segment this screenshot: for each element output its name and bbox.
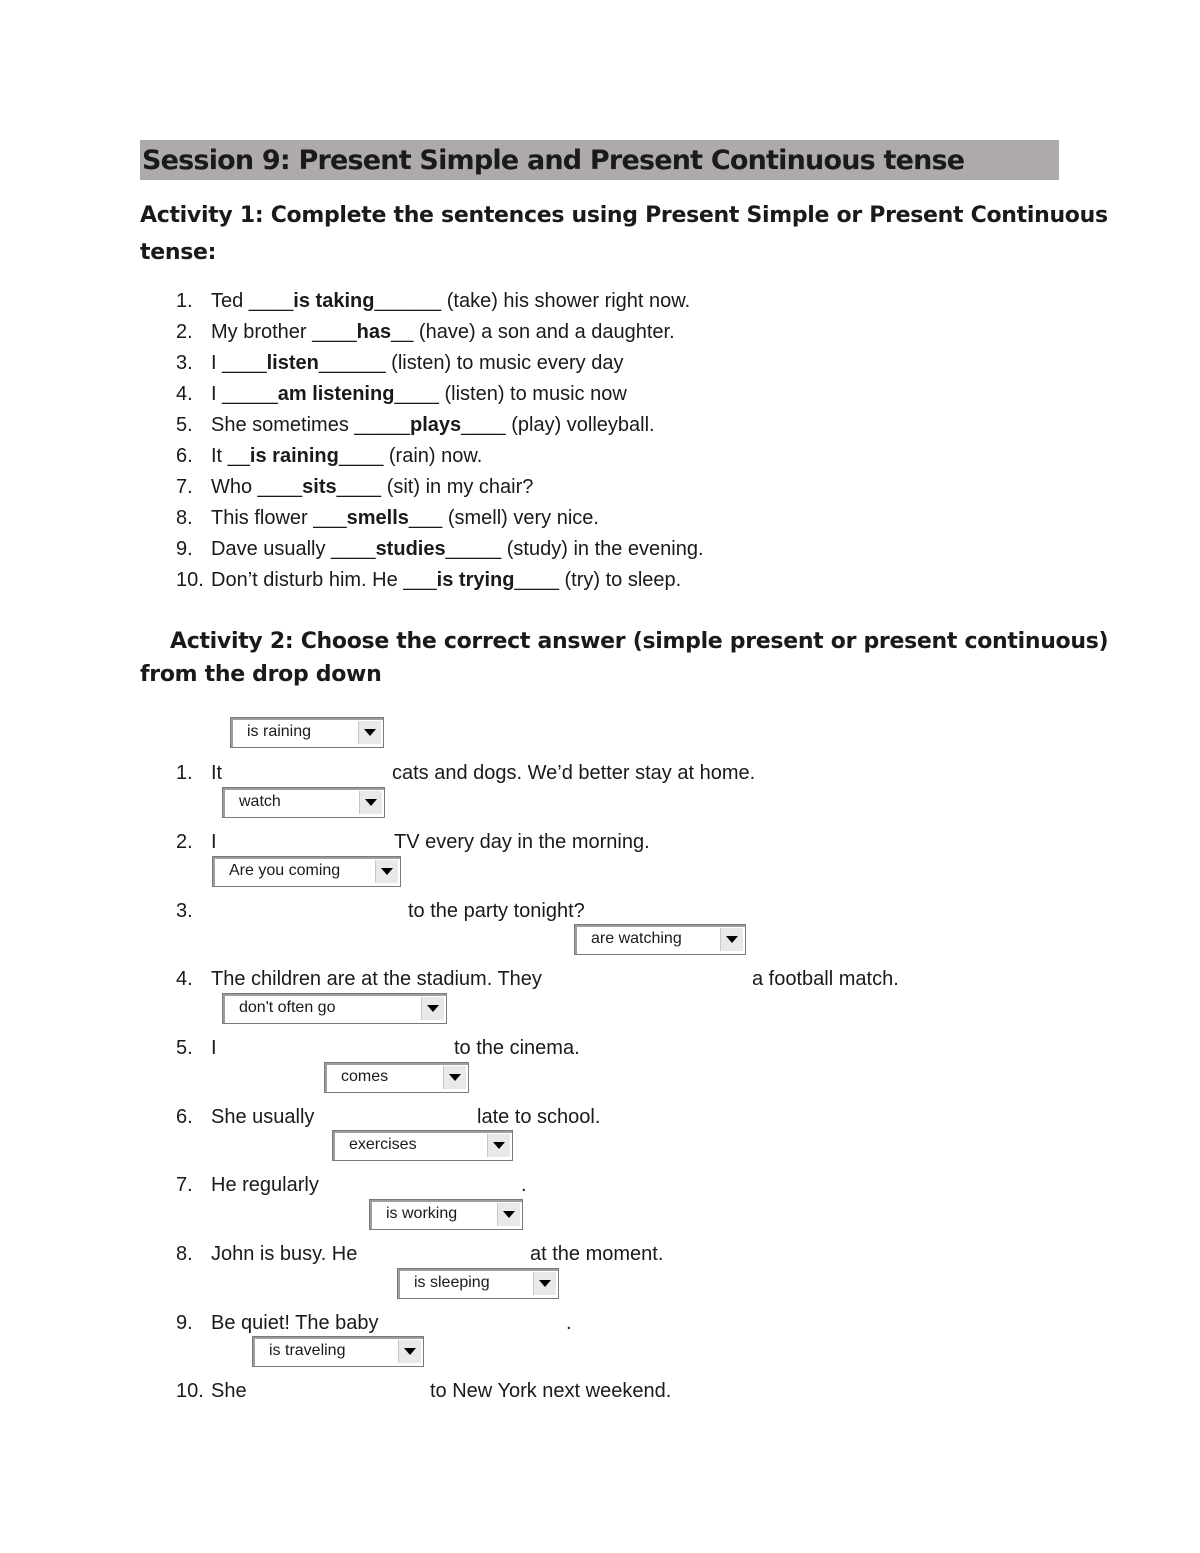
exercise2-item-end: .: [521, 1174, 527, 1196]
chevron-down-icon[interactable]: [421, 997, 444, 1020]
activity1-heading-cont: tense:: [140, 240, 217, 265]
exercise2-item: 9. Be quiet! The baby: [176, 1312, 379, 1334]
answer-dropdown[interactable]: comes: [324, 1062, 469, 1093]
page-title: Session 9: Present Simple and Present Continuous tense: [142, 145, 965, 176]
exercise2-item-end: to the party tonight?: [408, 900, 585, 922]
exercise2-item-end: cats and dogs. We’d better stay at home.: [392, 762, 756, 784]
exercise1-item: 8. This flower ___smells___ (smell) very nice.: [176, 507, 599, 529]
answer-dropdown[interactable]: is raining: [230, 717, 384, 748]
exercise2-item-end: late to school.: [477, 1106, 601, 1128]
answer-dropdown[interactable]: are watching: [574, 924, 746, 955]
exercise1-item: 4. I _____am listening____ (listen) to music now: [176, 383, 627, 405]
exercise1-item: 1. Ted ____is taking______ (take) his shower right now.: [176, 290, 691, 312]
activity2-heading-cont: from the drop down: [140, 662, 382, 687]
chevron-down-icon[interactable]: [398, 1340, 421, 1363]
answer-dropdown[interactable]: don't often go: [222, 993, 447, 1024]
exercise2-item-end: a football match.: [752, 968, 899, 990]
exercise2-item: 10. She: [176, 1380, 247, 1402]
exercise2-item-end: to the cinema.: [454, 1037, 580, 1059]
exercise2-item-end: .: [566, 1312, 572, 1334]
exercise2-item: 6. She usually: [176, 1106, 315, 1128]
exercise1-item: 9. Dave usually ____studies_____ (study) in the evening.: [176, 538, 704, 560]
answer-dropdown[interactable]: Are you coming: [212, 856, 401, 887]
exercise2-item: 3.: [176, 900, 193, 922]
exercise2-item: 7. He regularly: [176, 1174, 319, 1196]
exercise1-item: 10. Don’t disturb him. He ___is trying____ (try) to sleep.: [176, 569, 682, 591]
activity2-heading: Activity 2: Choose the correct answer (simple present or present continuous): [170, 629, 1109, 654]
exercise2-item: 5. I: [176, 1037, 217, 1059]
chevron-down-icon[interactable]: [533, 1272, 556, 1295]
exercise2-item: 1. It: [176, 762, 223, 784]
exercise1-item: 7. Who ____sits____ (sit) in my chair?: [176, 476, 534, 498]
answer-dropdown[interactable]: is traveling: [252, 1336, 424, 1367]
exercise1-item: 6. It __is raining____ (rain) now.: [176, 445, 483, 467]
activity1-heading: Activity 1: Complete the sentences using Present Simple or Present Continuous: [140, 203, 1108, 228]
answer-dropdown[interactable]: watch: [222, 787, 385, 818]
exercise2-item: 2. I: [176, 831, 217, 853]
exercise2-item-end: at the moment.: [530, 1243, 664, 1265]
answer-dropdown[interactable]: exercises: [332, 1130, 513, 1161]
exercise2-item-end: TV every day in the morning.: [394, 831, 650, 853]
answer-dropdown[interactable]: is sleeping: [397, 1268, 559, 1299]
chevron-down-icon[interactable]: [359, 791, 382, 814]
chevron-down-icon[interactable]: [497, 1203, 520, 1226]
exercise2-item-end: to New York next weekend.: [430, 1380, 672, 1402]
answer-dropdown[interactable]: is working: [369, 1199, 523, 1230]
exercise1-item: 5. She sometimes _____plays____ (play) volleyball.: [176, 414, 655, 436]
chevron-down-icon[interactable]: [375, 860, 398, 883]
chevron-down-icon[interactable]: [443, 1066, 466, 1089]
exercise1-item: 2. My brother ____has__ (have) a son and a daughter.: [176, 321, 675, 343]
chevron-down-icon[interactable]: [487, 1134, 510, 1157]
exercise2-item: 4. The children are at the stadium. They: [176, 968, 542, 990]
chevron-down-icon[interactable]: [720, 928, 743, 951]
exercise1-item: 3. I ____listen______ (listen) to music every day: [176, 352, 624, 374]
chevron-down-icon[interactable]: [358, 721, 381, 744]
exercise2-item: 8. John is busy. He: [176, 1243, 358, 1265]
